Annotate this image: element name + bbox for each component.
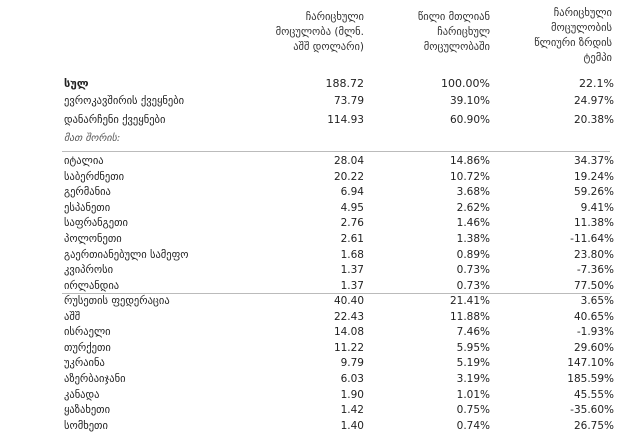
group-volume: 73.79 — [333, 95, 364, 107]
country-volume: 6.03 — [340, 373, 364, 385]
country-label: საბერძნეთი — [64, 170, 125, 183]
country-growth: -1.93% — [576, 326, 614, 339]
country-share: 1.38% — [456, 233, 490, 245]
divider — [62, 151, 610, 152]
country-row — [0, 170, 624, 185]
country-label: ესპანეთი — [64, 201, 111, 214]
country-row — [0, 263, 624, 278]
country-share: 1.01% — [456, 388, 490, 401]
country-share: 5.19% — [456, 357, 490, 370]
country-row — [0, 419, 624, 434]
country-share: 10.72% — [449, 170, 490, 183]
country-row — [0, 403, 624, 418]
country-volume: 9.79 — [340, 357, 364, 370]
header-growth-line: ტემპი — [583, 52, 612, 64]
group-label: დანარჩენი ქვეყნები — [64, 114, 166, 126]
group-growth: 20.38% — [573, 114, 614, 126]
header-share-line: მოცულობაში — [423, 41, 490, 53]
group-volume: 114.93 — [327, 114, 364, 126]
country-share: 0.89% — [456, 248, 490, 261]
header-volume-line: მოცულობა (მლნ. — [275, 26, 364, 38]
country-volume: 28.04 — [333, 155, 364, 167]
country-growth: 9.41% — [580, 201, 614, 214]
group-share: 60.90% — [449, 114, 490, 126]
country-label: გერმანია — [64, 186, 111, 199]
country-share: 0.74% — [456, 419, 490, 432]
country-label: ირლანდია — [64, 279, 120, 292]
country-row — [0, 310, 624, 325]
country-growth: 45.55% — [573, 388, 614, 401]
country-growth: -35.60% — [570, 404, 614, 417]
header-growth-line: ჩარიცხული — [553, 7, 612, 19]
country-growth: 59.26% — [573, 186, 614, 199]
total-growth: 22.1% — [579, 77, 614, 90]
country-label: თურქეთი — [64, 341, 111, 354]
country-growth: 23.80% — [573, 248, 614, 261]
header-share-line: წილი მთლიან — [417, 11, 490, 23]
country-row — [0, 325, 624, 340]
country-volume: 2.61 — [340, 233, 364, 245]
total-row — [0, 76, 624, 91]
country-row — [0, 232, 624, 247]
header-growth-line: წლიური ზრდის — [534, 37, 612, 49]
country-share: 21.41% — [449, 295, 490, 307]
country-row — [0, 372, 624, 387]
country-share: 5.95% — [456, 341, 490, 354]
country-growth: 147.10% — [567, 357, 614, 370]
header-volume-line: ჩარიცხული — [305, 11, 364, 23]
group-row — [0, 113, 624, 128]
header-growth — [492, 6, 612, 66]
country-volume: 1.40 — [340, 419, 364, 432]
country-label: ყაზახეთი — [64, 404, 111, 417]
country-label: სომხეთი — [64, 419, 108, 432]
country-label: ისრაელი — [64, 326, 111, 339]
country-growth: 34.37% — [573, 155, 614, 167]
country-label: გაერთიანებული სამეფო — [64, 248, 189, 261]
country-label: უკრაინა — [64, 357, 105, 370]
country-volume: 20.22 — [333, 170, 364, 183]
country-row — [0, 388, 624, 403]
country-label: რუსეთის ფედერაცია — [64, 295, 170, 307]
country-label: აშშ — [64, 310, 81, 323]
country-volume: 1.68 — [340, 248, 364, 261]
country-volume: 14.08 — [333, 326, 364, 339]
country-share: 3.19% — [456, 373, 490, 385]
country-volume: 1.37 — [340, 264, 364, 277]
country-share: 3.68% — [456, 186, 490, 199]
country-share: 0.73% — [456, 279, 490, 292]
header-volume-line: აშშ დოლარი) — [293, 41, 364, 53]
country-volume: 2.76 — [340, 217, 364, 230]
country-growth: -7.36% — [576, 264, 614, 277]
country-volume: 1.37 — [340, 279, 364, 292]
country-label: იტალია — [64, 155, 104, 167]
among-them-label: მათ შორის: — [64, 133, 121, 144]
country-volume: 11.22 — [333, 341, 364, 354]
country-label: საფრანგეთი — [64, 217, 128, 230]
country-label: პოლონეთი — [64, 233, 122, 245]
country-volume: 22.43 — [333, 310, 364, 323]
country-row — [0, 154, 624, 169]
header-volume — [234, 10, 364, 55]
country-share: 2.62% — [456, 201, 490, 214]
header-growth-line: მოცულობის — [550, 22, 612, 34]
group-row — [0, 94, 624, 109]
country-growth: 77.50% — [573, 279, 614, 292]
country-growth: 11.38% — [573, 217, 614, 230]
country-growth: -11.64% — [570, 233, 614, 245]
header-share — [370, 10, 490, 55]
country-row — [0, 279, 624, 294]
country-label: კანადა — [64, 388, 100, 401]
country-share: 11.88% — [449, 310, 490, 323]
country-row — [0, 294, 624, 309]
country-growth: 3.65% — [580, 295, 614, 307]
country-row — [0, 216, 624, 231]
group-share: 39.10% — [449, 95, 490, 107]
country-label: აზერბაიჯანი — [64, 373, 126, 385]
country-growth: 29.60% — [573, 341, 614, 354]
header-share-line: ჩარიცხულ — [437, 26, 490, 38]
country-share: 0.75% — [456, 404, 490, 417]
country-volume: 1.90 — [340, 388, 364, 401]
country-row — [0, 201, 624, 216]
country-row — [0, 185, 624, 200]
country-volume: 1.42 — [340, 404, 364, 417]
country-growth: 26.75% — [573, 419, 614, 432]
total-label: სულ — [64, 77, 89, 90]
country-row — [0, 356, 624, 371]
country-row — [0, 341, 624, 356]
country-share: 7.46% — [456, 326, 490, 339]
country-label: კვიპროსი — [64, 264, 114, 277]
total-share: 100.00% — [441, 77, 490, 90]
country-volume: 4.95 — [340, 201, 364, 214]
country-volume: 40.40 — [333, 295, 364, 307]
country-row — [0, 248, 624, 263]
total-volume: 188.72 — [325, 77, 364, 90]
group-label: ევროკავშირის ქვეყნები — [64, 95, 185, 107]
group-growth: 24.97% — [573, 95, 614, 107]
country-growth: 40.65% — [573, 310, 614, 323]
country-growth: 19.24% — [573, 170, 614, 183]
country-volume: 6.94 — [340, 186, 364, 199]
country-share: 14.86% — [449, 155, 490, 167]
country-share: 1.46% — [456, 217, 490, 230]
country-share: 0.73% — [456, 264, 490, 277]
country-growth: 185.59% — [567, 373, 614, 385]
